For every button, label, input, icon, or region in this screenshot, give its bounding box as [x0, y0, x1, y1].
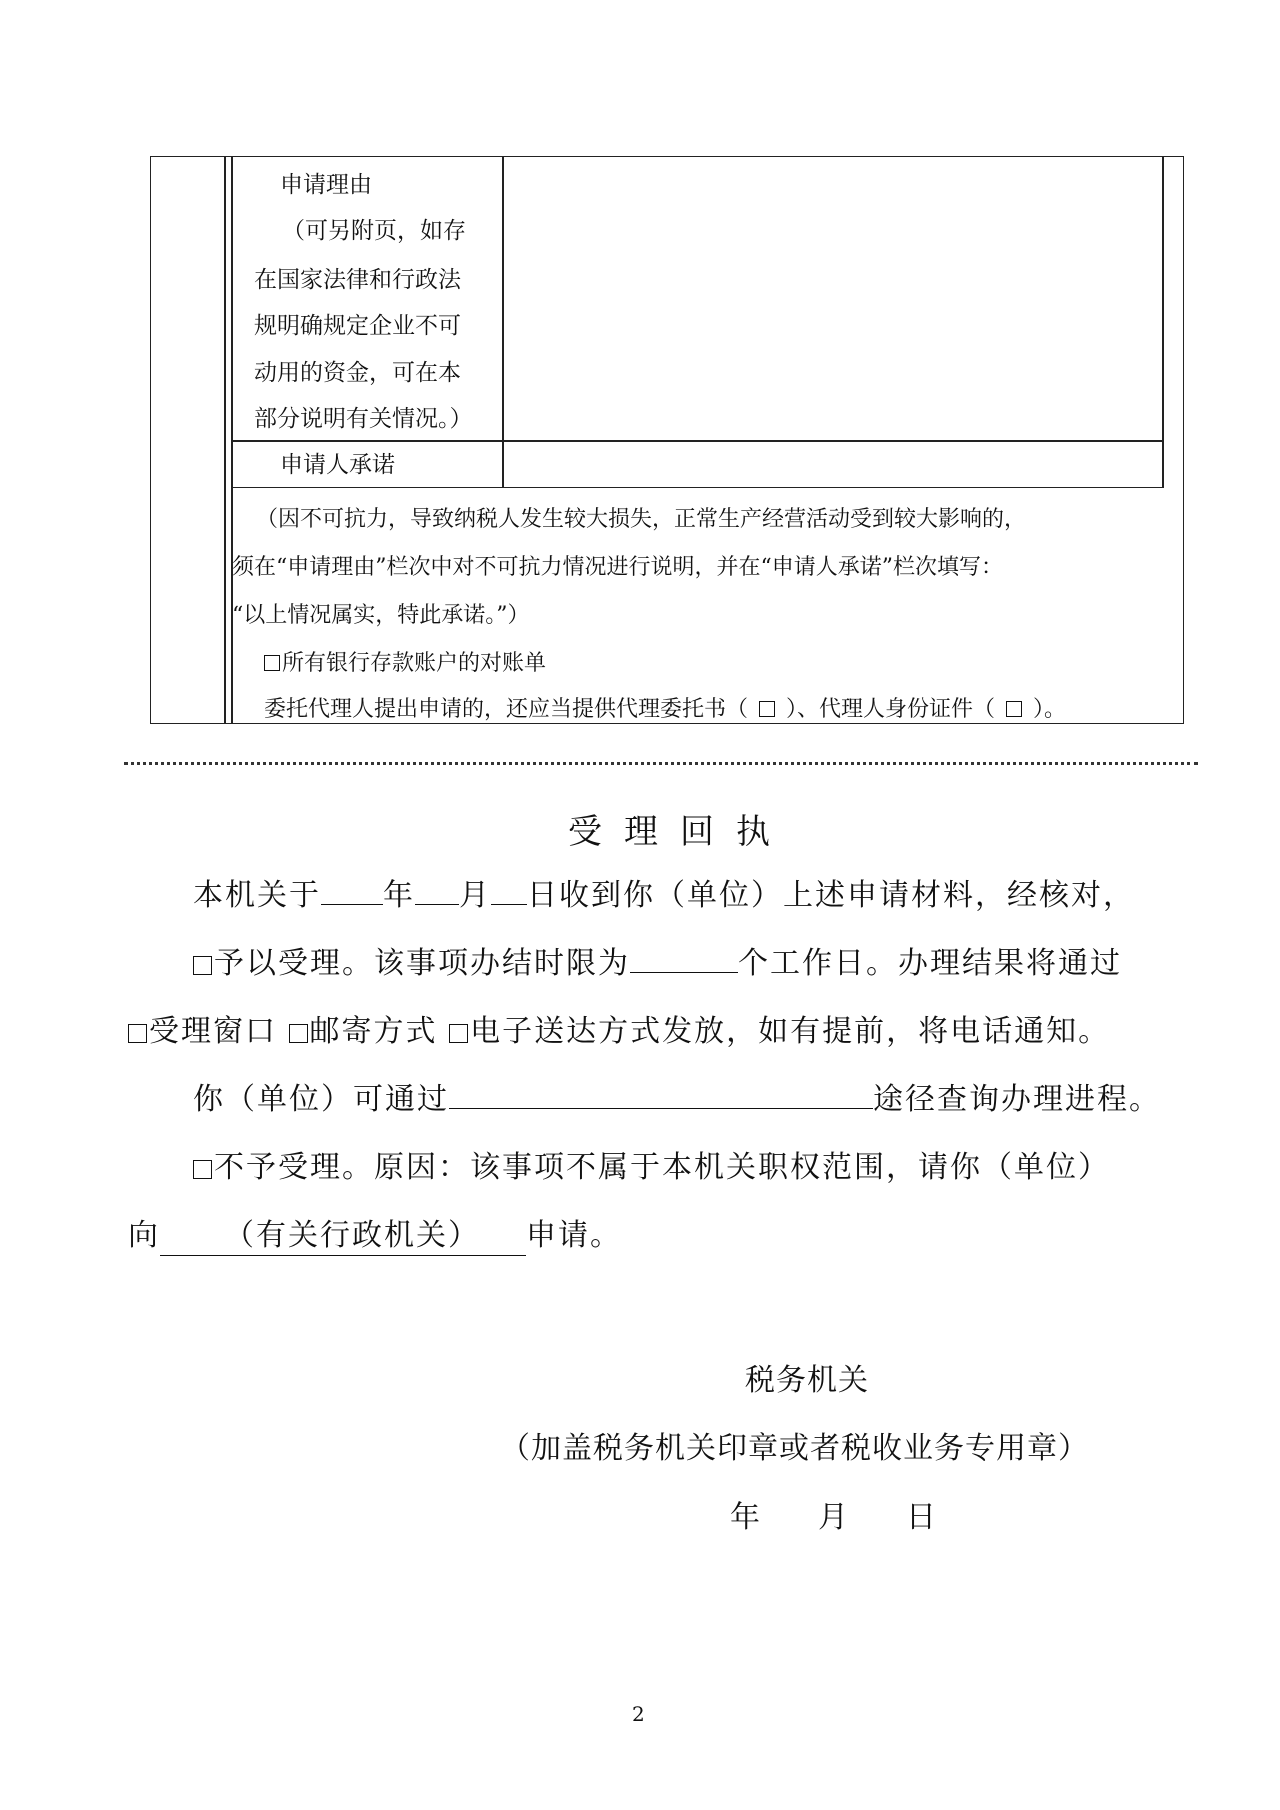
bank-statement-label: 所有银行存款账户的对账单 [282, 651, 547, 676]
receipt-text: 予以受理。该事项办结时限为 [214, 946, 630, 981]
year-blank[interactable] [321, 878, 383, 905]
agent-text: 委托代理人提出申请的，还应当提供代理委托书（ [264, 697, 749, 722]
reason-note-line: （可另附页，如存 [282, 218, 466, 244]
receipt-title: 受理回执 [568, 812, 792, 852]
receipt-text: 年 [383, 878, 415, 913]
receipt-text: 日收到你（单位）上述申请材料，经核对， [527, 878, 1135, 913]
receipt-line [193, 1142, 1110, 1186]
reason-note-line: 在国家法律和行政法 [254, 267, 461, 293]
receipt-text: 邮寄方式 [309, 1014, 438, 1049]
day-blank[interactable] [491, 878, 527, 905]
month-blank[interactable] [415, 878, 459, 905]
force-majeure-note: 须在“申请理由”栏次中对不可抗力情况进行说明，并在“申请人承诺”栏次填写： [232, 555, 1003, 580]
receipt-text: 个工作日。办理结果将通过 [738, 946, 1122, 981]
receipt-text: 申请。 [526, 1218, 622, 1253]
cut-line [124, 762, 1198, 765]
receipt-line [193, 1074, 1161, 1118]
reason-label: 申请理由 [280, 172, 372, 198]
accept-checkbox[interactable] [193, 956, 212, 975]
agent-requirement [264, 688, 1066, 732]
agent-text: ）、代理人身份证件（ [786, 697, 996, 722]
reason-note-line: 规明确规定企业不可 [254, 313, 461, 339]
page-number: 2 [632, 1702, 645, 1726]
mail-checkbox[interactable] [289, 1024, 308, 1043]
receipt-text: 不予受理。原因：该事项不属于本机关职权范围，请你（单位） [214, 1150, 1110, 1185]
receipt-line [128, 1210, 622, 1254]
table-divider [1162, 156, 1164, 488]
table-divider [502, 156, 504, 488]
reason-note-line: 动用的资金，可在本 [254, 360, 461, 386]
date-label: 年 月 日 [730, 1500, 950, 1535]
receipt-text: 你（单位）可通过 [193, 1082, 449, 1117]
promise-label: 申请人承诺 [280, 452, 395, 478]
receipt-text: 向 [128, 1218, 160, 1253]
force-majeure-note: “以上情况属实，特此承诺。”） [232, 603, 530, 628]
bank-statement-checkbox[interactable] [264, 655, 280, 671]
working-days-blank[interactable] [630, 946, 738, 973]
reason-input[interactable] [506, 160, 1160, 438]
query-channel-blank[interactable] [449, 1082, 873, 1109]
electronic-checkbox[interactable] [449, 1024, 468, 1043]
promise-input[interactable] [506, 443, 1160, 486]
receipt-line [128, 1006, 1110, 1050]
seal-note: （加盖税务机关印章或者税收业务专用章） [500, 1431, 1089, 1466]
receipt-text: 本机关于 [193, 878, 321, 913]
receipt-line [193, 870, 1135, 914]
reject-checkbox[interactable] [193, 1160, 212, 1179]
receipt-text: 电子送达方式发放，如有提前，将电话通知。 [470, 1014, 1111, 1049]
agency-field[interactable]: （有关行政机关） [160, 1218, 526, 1256]
receipt-text: 月 [459, 878, 491, 913]
agent-id-checkbox[interactable] [1006, 701, 1022, 717]
reason-note-line: 部分说明有关情况。） [254, 406, 473, 432]
power-of-attorney-checkbox[interactable] [759, 701, 775, 717]
window-checkbox[interactable] [128, 1024, 147, 1043]
receipt-line [193, 938, 1122, 982]
table-divider [224, 156, 226, 724]
receipt-text: 途径查询办理进程。 [873, 1082, 1161, 1117]
agent-text: ）。 [1033, 697, 1067, 722]
bank-statement-item [264, 642, 546, 686]
force-majeure-note: （因不可抗力，导致纳税人发生较大损失，正常生产经营活动受到较大影响的， [256, 507, 1027, 532]
receipt-text: 受理窗口 [149, 1014, 277, 1049]
authority-label: 税务机关 [745, 1363, 869, 1398]
